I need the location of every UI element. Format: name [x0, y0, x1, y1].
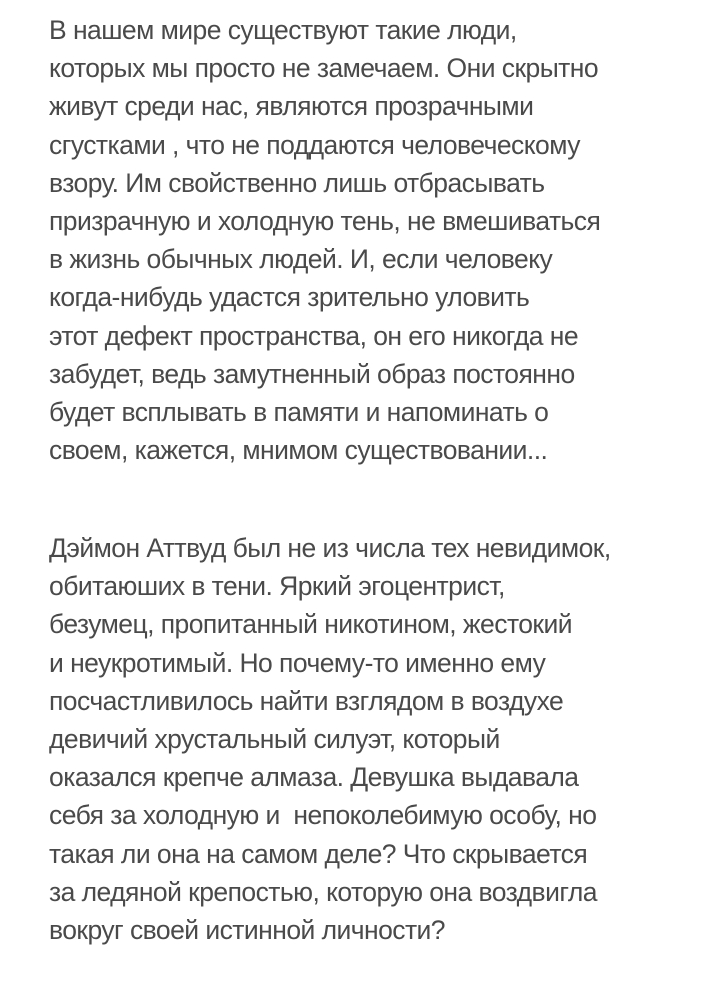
text-line: за ледяной крепостью, которую она воздвигла [49, 876, 597, 907]
text-line: сгустками , что не поддаются человеческому [49, 129, 580, 160]
text-line: будет всплывать в памяти и напоминать о [49, 396, 549, 427]
paragraph-character [49, 529, 709, 949]
text-line: безумец, пропитанный никотином, жестокий [49, 609, 572, 640]
text-line: себя за холодную и непоколебимую особу, но [49, 800, 597, 831]
text-line: посчастливилось найти взглядом в воздухе [49, 685, 564, 716]
text-line: взору. Им свойственно лишь отбрасывать [49, 167, 545, 198]
text-line: когда-нибудь удастся зрительно уловить [49, 282, 530, 313]
text-line: в жизнь обычных людей. И, если человеку [49, 244, 553, 275]
text-line: живут среди нас, являются прозрачными [49, 91, 534, 122]
text-line: обитаюших в тени. Яркий эгоцентрист, [49, 571, 505, 602]
text-line: вокруг своей истинной личности? [49, 914, 445, 945]
text-line: В нашем мире существуют такие люди, [49, 15, 517, 45]
text-line: оказался крепче алмаза. Девушка выдавала [49, 762, 579, 793]
text-line: и неукротимый. Но почему-то именно ему [49, 647, 546, 678]
text-line: Дэймон Аттвуд был не из числа тех невидимок, [49, 533, 611, 563]
text-line: этот дефект пространства, он его никогда не [49, 320, 579, 351]
text-line: такая ли она на самом деле? Что скрывается [49, 838, 588, 869]
text-line: своем, кажется, мнимом существовании... [49, 435, 548, 466]
text-line: забудет, ведь замутненный образ постоянно [49, 358, 575, 389]
paragraph-intro [49, 11, 709, 469]
text-line: призрачную и холодную тень, не вмешиваться [49, 205, 601, 236]
text-line: девичий хрустальный силуэт, который [49, 723, 500, 754]
text-line: которых мы просто не замечаем. Они скрытно [49, 53, 599, 84]
